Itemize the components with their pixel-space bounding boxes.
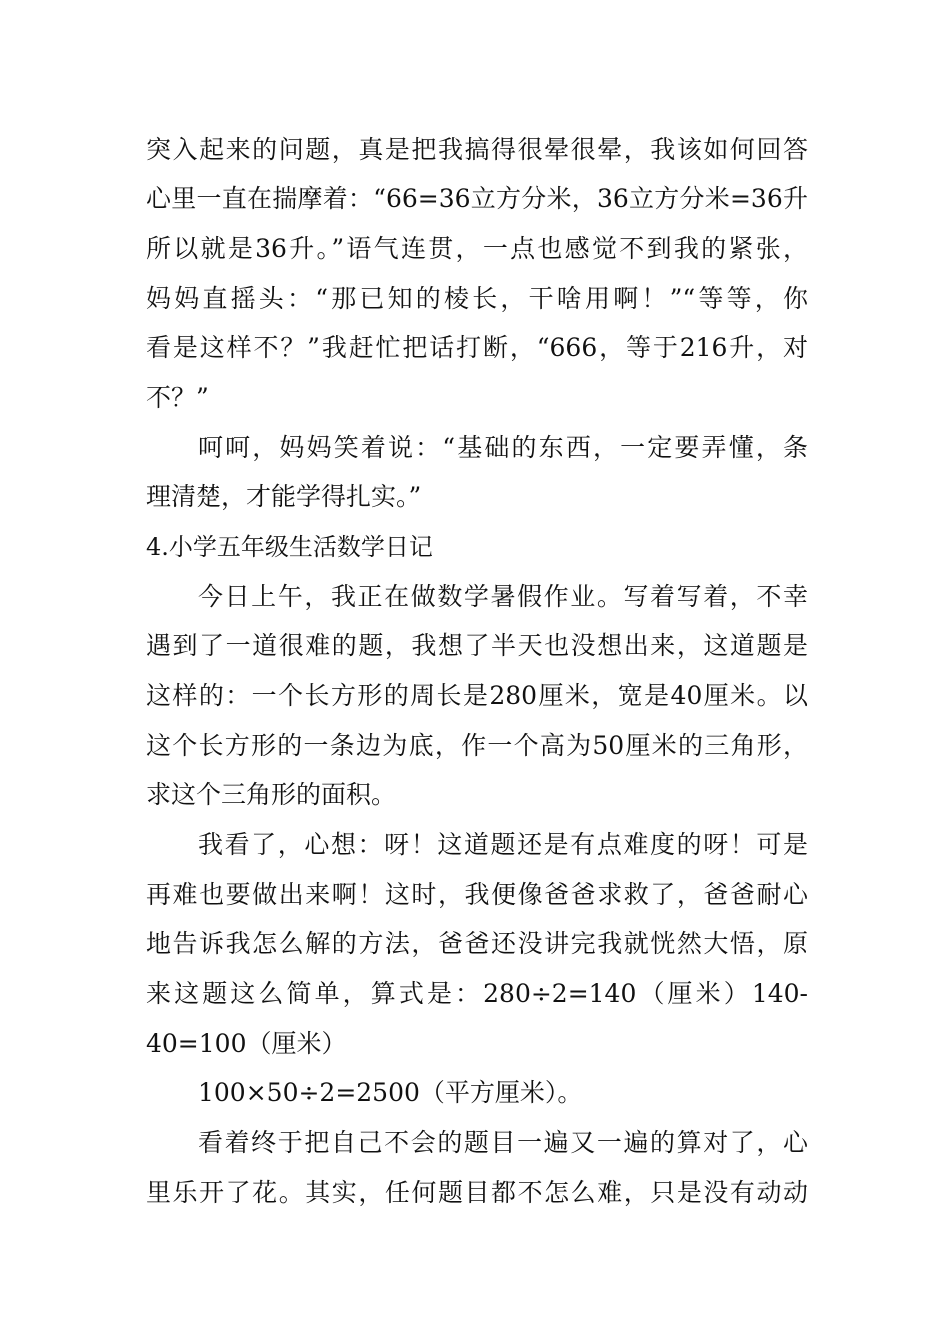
text-line: 这样的：一个长方形的周长是280厘米，宽是40厘米。以 — [146, 681, 808, 710]
text-line: 看是这样不？”我赶忙把话打断，“666，等于216升，对 — [146, 333, 808, 362]
text-line: 看着终于把自己不会的题目一遍又一遍的算对了，心 — [198, 1128, 808, 1157]
text-line: 理清楚，才能学得扎实。” — [146, 482, 422, 511]
text-line: 求这个三角形的面积。 — [146, 780, 397, 809]
equation-line: 100×50÷2=2500（平方厘米）。 — [198, 1078, 583, 1107]
text-line: 我看了，心想：呀！这道题还是有点难度的呀！可是 — [198, 830, 808, 859]
text-line: 40=100（厘米） — [146, 1029, 347, 1058]
text-line: 再难也要做出来啊！这时，我便像爸爸求救了，爸爸耐心 — [146, 880, 808, 909]
text-line: 呵呵，妈妈笑着说：“基础的东西，一定要弄懂，条 — [198, 433, 808, 462]
text-line: 今日上午，我正在做数学暑假作业。写着写着，不幸 — [198, 582, 808, 611]
text-line: 心里一直在揣摩着：“66=36立方分米，36立方分米=36升 — [146, 184, 808, 213]
text-line: 妈妈直摇头：“那已知的棱长，干啥用啊！”“等等，你 — [146, 284, 808, 313]
text-line: 里乐开了花。其实，任何题目都不怎么难，只是没有动动 — [146, 1178, 808, 1207]
text-line: 遇到了一道很难的题，我想了半天也没想出来，这道题是 — [146, 631, 808, 660]
text-line: 地告诉我怎么解的方法，爸爸还没讲完我就恍然大悟，原 — [146, 929, 808, 958]
text-line: 所以就是36升。”语气连贯，一点也感觉不到我的紧张， — [146, 234, 808, 263]
text-line: 来这题这么简单，算式是：280÷2=140（厘米）140- — [146, 979, 808, 1008]
text-line: 这个长方形的一条边为底，作一个高为50厘米的三角形， — [146, 731, 808, 760]
text-line: 不？” — [146, 383, 209, 412]
text-line: 突入起来的问题，真是把我搞得很晕很晕，我该如何回答 — [146, 135, 808, 164]
section-heading: 4.小学五年级生活数学日记 — [146, 533, 433, 561]
